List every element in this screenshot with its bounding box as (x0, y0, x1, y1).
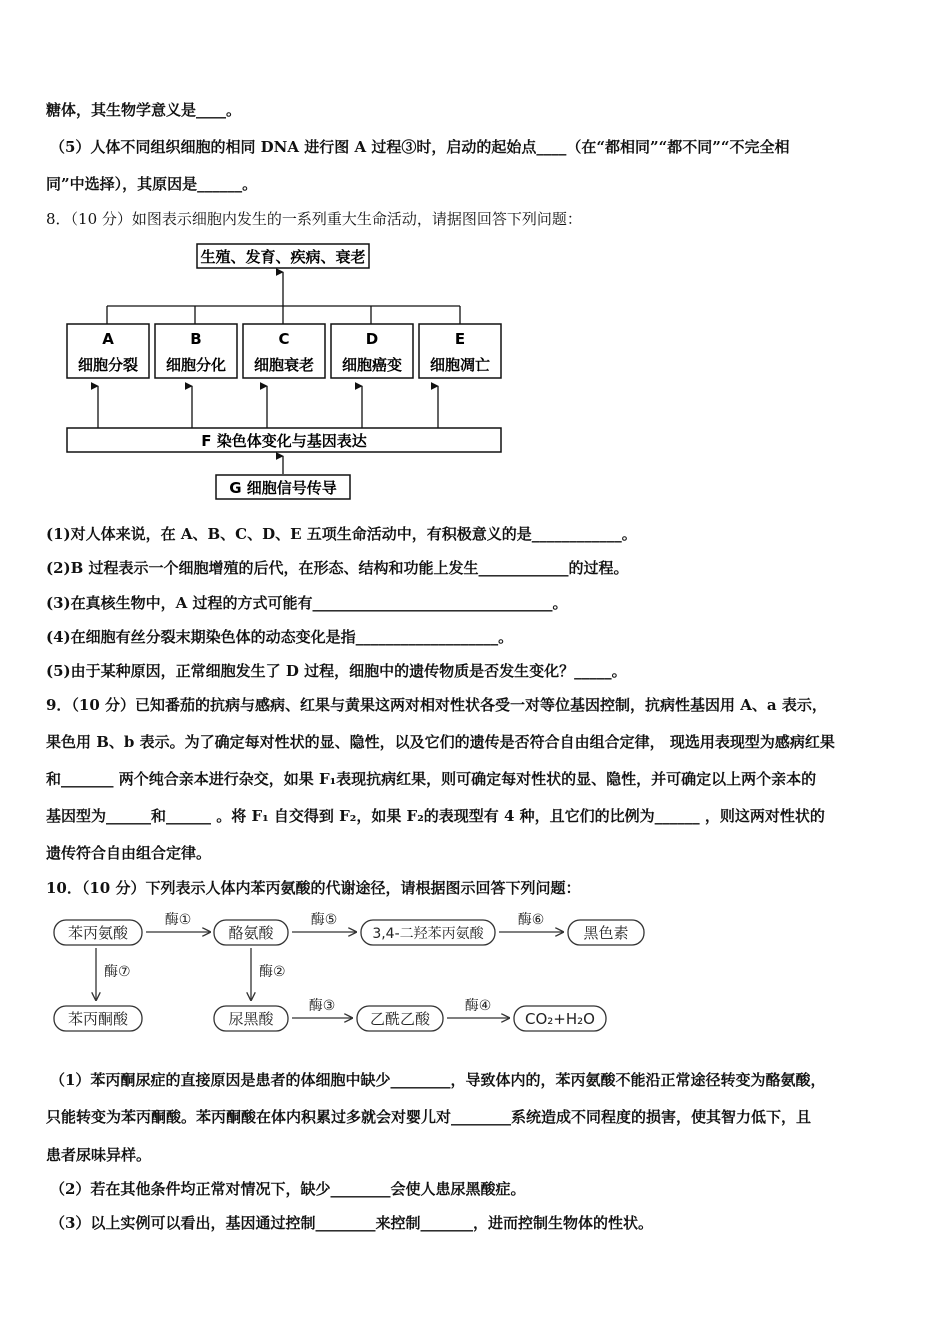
q9-line-1: 9．（10 分）已知番茄的抗病与感病、红果与黄果这两对相对性状各受一对等位基因控制，抗病性基因用 A、a 表示， (46, 696, 827, 714)
box-d (331, 324, 413, 378)
q8-sub-1: (1)对人体来说，在 A、B、C、D、E 五项生命活动中，有积极意义的是____________。 (46, 525, 637, 543)
q8-sub-4: (4)在细胞有丝分裂末期染色体的动态变化是指___________________。 (46, 628, 514, 646)
box-b-label: 细胞分化 (165, 356, 227, 374)
enzyme-1-label: 酶① (164, 912, 192, 928)
box-c (243, 324, 325, 378)
enzyme-4-label: 酶④ (464, 998, 492, 1014)
enzyme-6-label: 酶⑥ (517, 912, 545, 928)
q7-line-2: （5）人体不同组织细胞的相同 DNA 进行图 A 过程③时，启动的起始点____（在“都相同”“都不同”“不完全相 (50, 138, 790, 156)
enzyme-5-label: 酶⑤ (310, 912, 338, 928)
box-c-letter: C (278, 330, 290, 348)
node-melanin-label: 黑色素 (583, 924, 629, 942)
node-phenylpyruvate-label: 苯丙酮酸 (67, 1010, 129, 1028)
box-c-label: 细胞衰老 (253, 356, 315, 374)
node-phenylalanine-label: 苯丙氨酸 (67, 924, 129, 942)
node-dopa-label: 3,4-二羟苯丙氨酸 (372, 926, 484, 942)
q8-sub-3: (3)在真核生物中，A 过程的方式可能有________________________________。 (46, 594, 568, 612)
f-box-label: F 染色体变化与基因表达 (201, 432, 367, 450)
node-homogentisate-label: 尿黑酸 (228, 1010, 274, 1028)
box-e-label: 细胞凋亡 (429, 356, 491, 374)
enzyme-7-label: 酶⑦ (104, 964, 131, 980)
box-e (419, 324, 501, 378)
q10-stem: 10．（10 分）下列表示人体内苯丙氨酸的代谢途径，请根据图示回答下列问题： (46, 879, 581, 897)
q9-line-2: 果色用 B、b 表示。为了确定每对性状的显、隐性，以及它们的遗传是否符合自由组合定律， 现选用表现型为感病红果 (46, 733, 835, 751)
box-d-letter: D (365, 330, 379, 348)
q10-sub-3: （3）以上实例可以看出，基因通过控制________来控制_______，进而控制生物体的性状。 (50, 1214, 653, 1232)
enzyme-2-label: 酶② (259, 964, 286, 980)
q7-line-3: 同”中选择），其原因是______。 (46, 175, 258, 193)
q9-line-4: 基因型为______和______ 。将 F₁ 自交得到 F₂，如果 F₂的表现型有 4 种，且它们的比例为______ ，则这两对性状的 (46, 807, 825, 825)
box-a-label: 细胞分裂 (77, 356, 139, 374)
phenylalanine-pathway-diagram (48, 908, 658, 1040)
box-a (67, 324, 149, 378)
box-e-letter: E (454, 330, 466, 348)
q9-line-5: 遗传符合自由组合定律。 (46, 844, 212, 862)
box-d-label: 细胞癌变 (341, 356, 403, 374)
q8-stem: 8．（10 分）如图表示细胞内发生的一系列重大生命活动，请据图回答下列问题： (46, 210, 582, 228)
q8-sub-5: (5)由于某种原因，正常细胞发生了 D 过程，细胞中的遗传物质是否发生变化？_____。 (46, 662, 627, 680)
g-box-label: G 细胞信号传导 (229, 479, 337, 497)
cell-activity-diagram (60, 238, 510, 504)
q7-line-1: 糖体，其生物学意义是____。 (46, 101, 242, 119)
box-a-letter: A (102, 330, 114, 348)
q10-sub-1-line-3: 患者尿味异样。 (46, 1146, 152, 1164)
q10-sub-2: （2）若在其他条件均正常对情况下，缺少________会使人患尿黑酸症。 (50, 1180, 526, 1198)
q10-sub-1-line-1: （1）苯丙酮尿症的直接原因是患者的体细胞中缺少________，导致体内的，苯丙氨酸不能沿正常途径转变为酪氨酸， (50, 1071, 826, 1089)
enzyme-3-label: 酶③ (308, 998, 336, 1014)
node-co2-h2o-label: CO₂+H₂O (525, 1010, 595, 1028)
top-box-label: 生殖、发育、疾病、衰老 (200, 248, 366, 266)
node-acetoacetate-label: 乙酰乙酸 (369, 1010, 431, 1028)
box-b-letter: B (190, 330, 202, 348)
q9-line-3: 和_______ 两个纯合亲本进行杂交，如果 F₁表现抗病红果，则可确定每对性状的显、隐性，并可确定以上两个亲本的 (46, 770, 817, 788)
q8-sub-2: (2)B 过程表示一个细胞增殖的后代，在形态、结构和功能上发生____________的过程。 (46, 559, 629, 577)
q10-sub-1-line-2: 只能转变为苯丙酮酸。苯丙酮酸在体内积累过多就会对婴儿对________系统造成不同程度的损害，使其智力低下，且 (46, 1108, 812, 1126)
node-tyrosine-label: 酪氨酸 (228, 924, 274, 942)
box-b (155, 324, 237, 378)
